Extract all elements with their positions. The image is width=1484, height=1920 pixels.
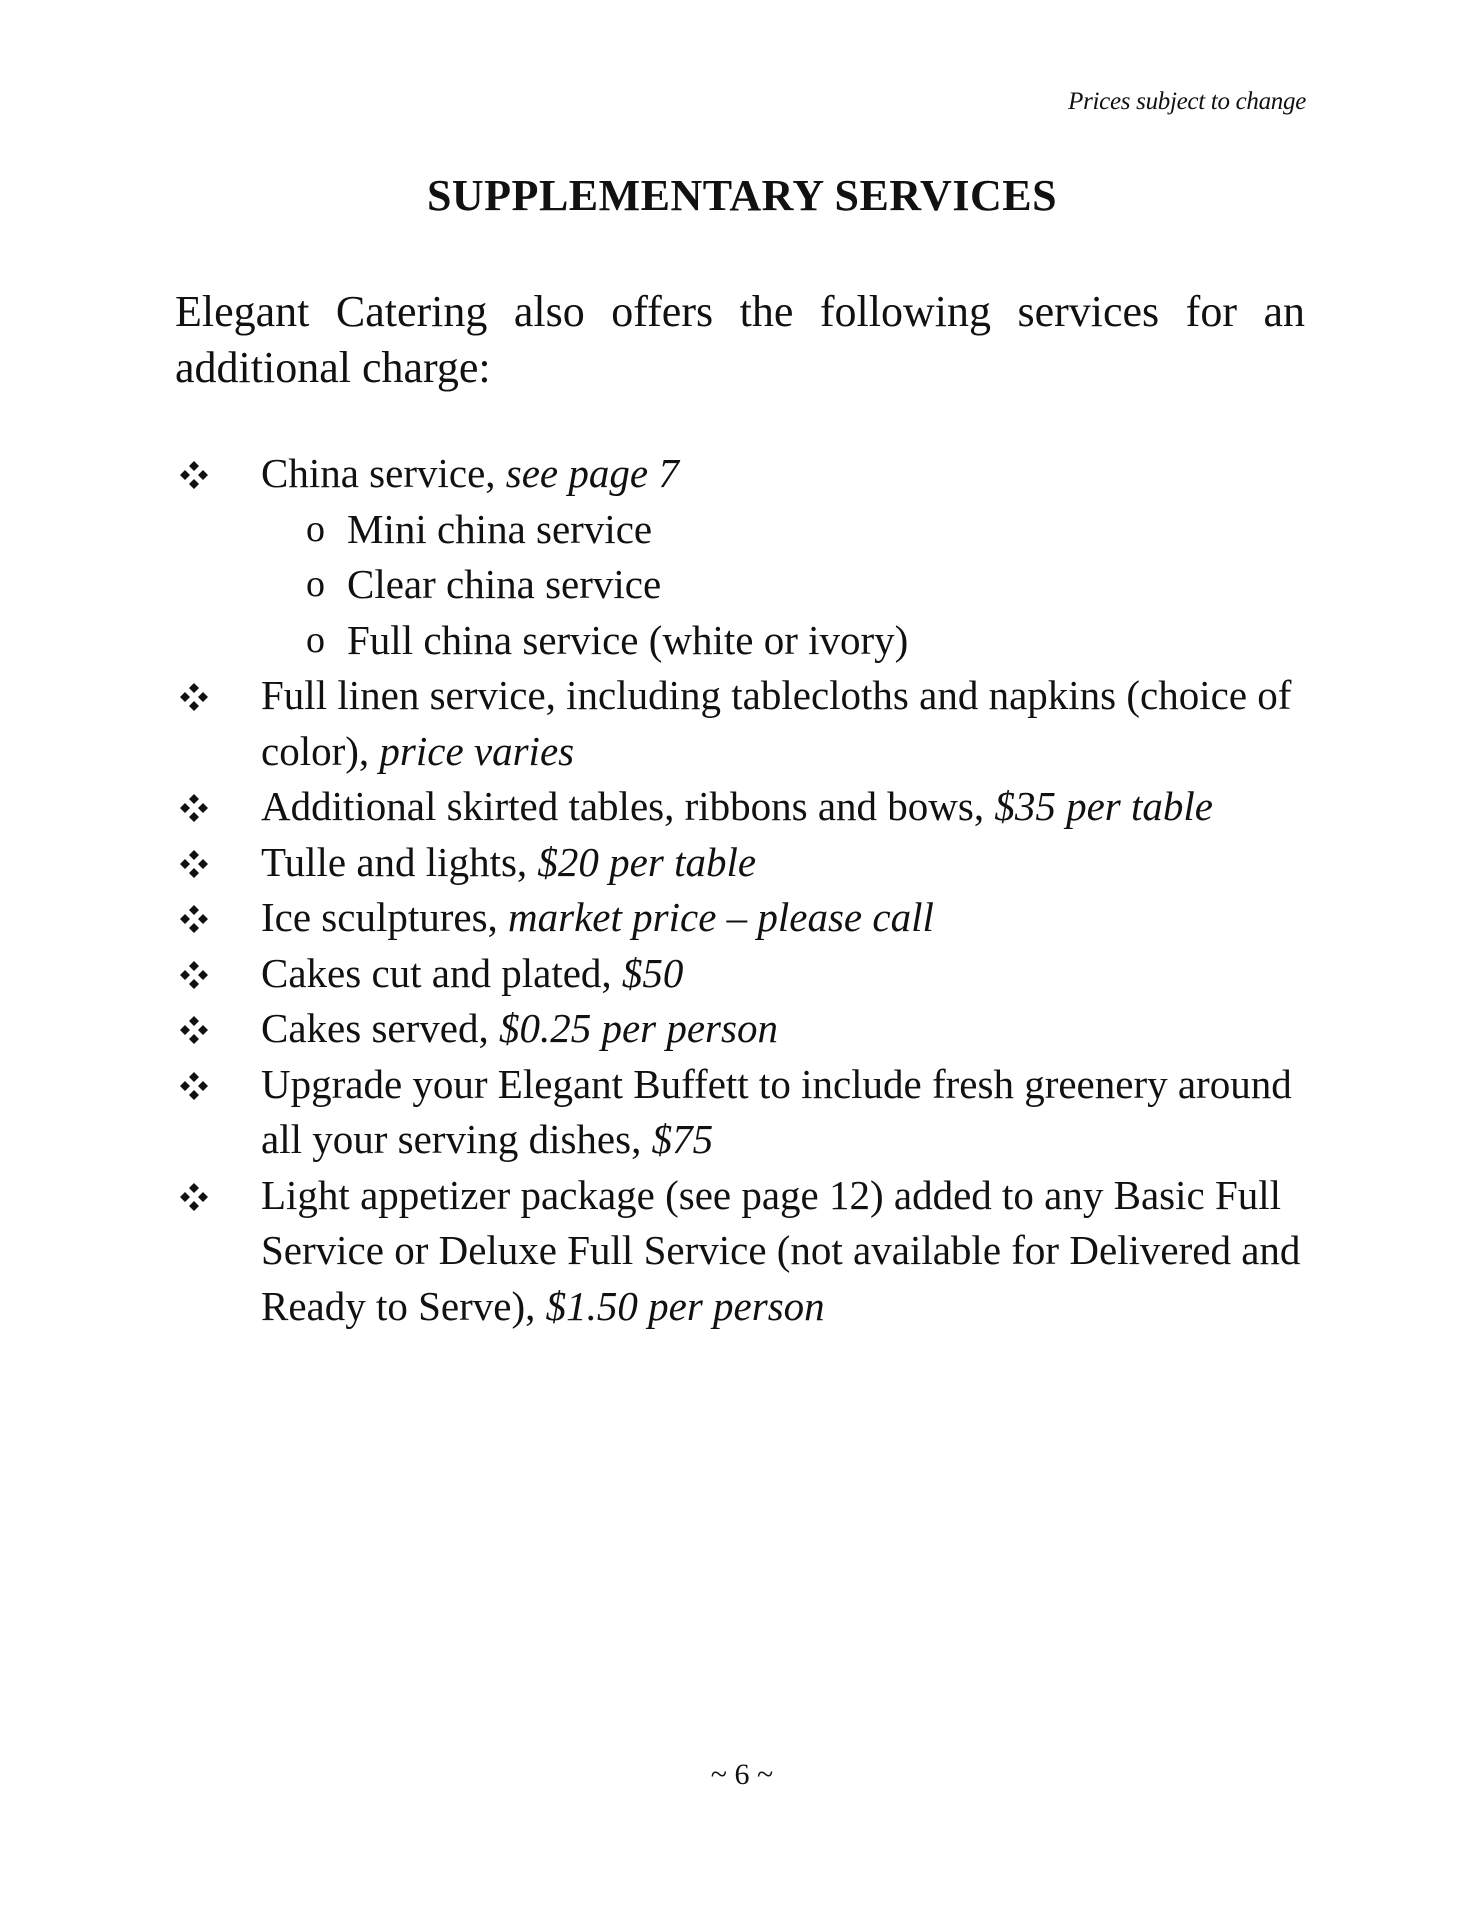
- service-price: $1.50 per person: [545, 1282, 825, 1329]
- service-text: Light appetizer package (see page 12) added to any Basic Full Service or Deluxe Full Service (not available for Delivered and Ready to Serve),: [261, 1171, 1301, 1329]
- service-text: Cakes served,: [261, 1005, 489, 1051]
- sub-item-text: Mini china service: [347, 505, 653, 552]
- intro-paragraph: Elegant Catering also offers the following services for an additional charge:: [175, 287, 1305, 392]
- page-title: SUPPLEMENTARY SERVICES: [426, 171, 1058, 220]
- service-price: $50: [621, 949, 684, 996]
- service-item-skirted-tables: [175, 779, 1310, 835]
- four-diamond-bullet-icon: [179, 1071, 209, 1101]
- service-item-china: [175, 446, 1310, 668]
- circle-bullet-icon: o: [306, 563, 325, 605]
- service-text: Ice sculptures,: [261, 894, 498, 940]
- service-item-tulle-lights: [175, 835, 1310, 891]
- service-text: Tulle and lights,: [261, 838, 528, 885]
- four-diamond-bullet-icon: [179, 793, 209, 823]
- service-item-appetizer-package: [175, 1168, 1310, 1335]
- service-price: $0.25 per person: [498, 1005, 778, 1051]
- service-item-cakes-plated: [175, 946, 1310, 1002]
- service-item-cakes-served: [175, 1001, 1310, 1057]
- service-price: $20 per table: [537, 838, 757, 885]
- four-diamond-bullet-icon: [179, 849, 209, 879]
- service-price: market price – please call: [508, 894, 934, 940]
- service-item-ice-sculptures: [175, 890, 1310, 946]
- four-diamond-bullet-icon: [179, 682, 209, 712]
- service-item-buffet-upgrade: [175, 1057, 1310, 1168]
- service-text: Additional skirted tables, ribbons and bows,: [261, 783, 985, 829]
- china-sub-list: [261, 502, 1310, 669]
- circle-bullet-icon: o: [306, 507, 325, 550]
- sub-item-mini-china: [261, 502, 1310, 558]
- four-diamond-bullet-icon: [179, 1015, 209, 1045]
- service-price: $75: [651, 1116, 714, 1162]
- four-diamond-bullet-icon: [179, 460, 209, 490]
- service-list: [175, 446, 1310, 1334]
- sub-item-text: Clear china service: [347, 561, 662, 607]
- service-text: Cakes cut and plated,: [261, 949, 612, 996]
- service-text: Full linen service, including tablecloths and napkins (choice of color),: [261, 672, 1292, 774]
- four-diamond-bullet-icon: [179, 960, 209, 990]
- circle-bullet-icon: o: [306, 618, 325, 661]
- page-number: ~ 6 ~: [710, 1758, 774, 1791]
- sub-item-clear-china: [261, 557, 1310, 613]
- service-price: $35 per table: [994, 783, 1213, 829]
- sub-item-full-china: [261, 613, 1310, 669]
- service-item-linen: [175, 668, 1310, 779]
- service-price: price varies: [379, 727, 575, 774]
- sub-item-text: Full china service (white or ivory): [347, 616, 909, 663]
- four-diamond-bullet-icon: [179, 1182, 209, 1212]
- four-diamond-bullet-icon: [179, 904, 209, 934]
- service-price: see page 7: [505, 450, 679, 496]
- service-text: China service,: [261, 450, 496, 496]
- header-note: Prices subject to change: [1068, 88, 1306, 115]
- service-text: Upgrade your Elegant Buffett to include fresh greenery around all your serving dishes,: [261, 1060, 1292, 1162]
